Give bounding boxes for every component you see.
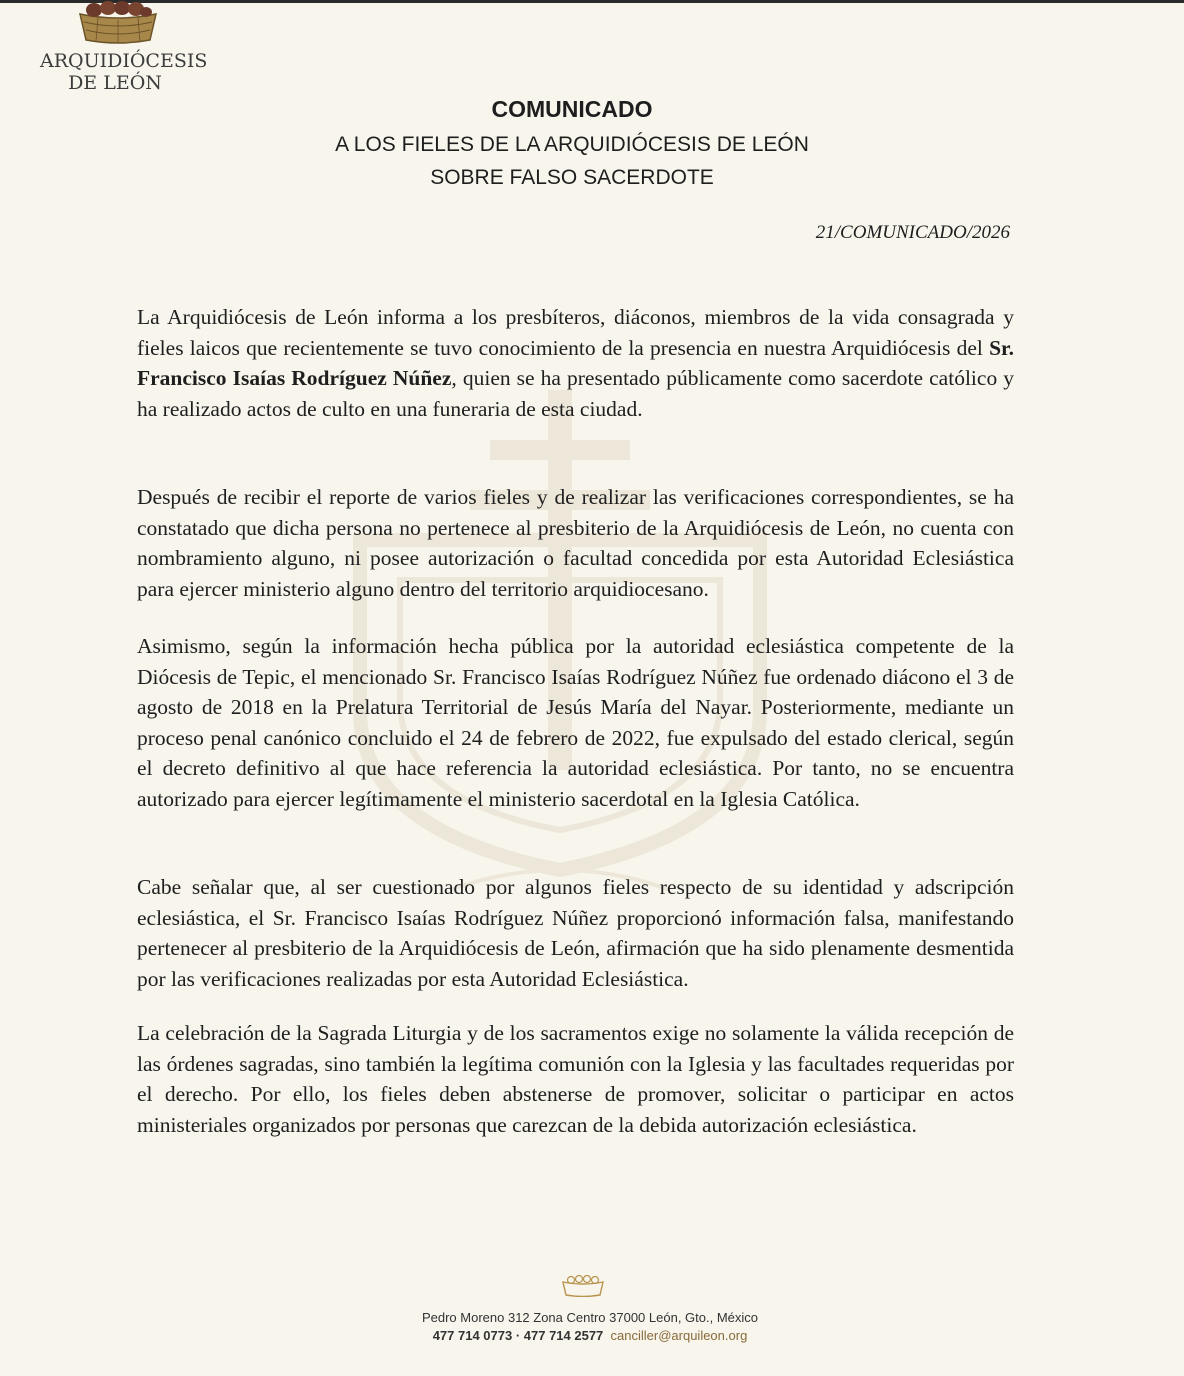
person-name: Sr. Francisco Isaías Rodríguez Núñez (137, 335, 1014, 391)
paragraph-1-intro: La Arquidiócesis de León informa a los presbíteros, diáconos, miembros de la vida consagrada y fieles laicos que recientemente se tuvo conocimiento de la presencia en nuestra Arquidiócesis del (137, 305, 1014, 360)
document-subtitle-audience: A LOS FIELES DE LA ARQUIDIÓCESIS DE LEÓN (335, 133, 809, 156)
bread-basket-icon (78, 0, 158, 44)
reference-number: 21/COMUNICADO/2026 (815, 222, 1010, 243)
paragraph-2: Después de recibir el reporte de varios fieles y de realizar las verificaciones correspondientes, se ha constatado que dicha persona no pertenece al presbiterio de la Arquidiócesis de León, no cuenta con nombramiento alguno, ni posee autorización o facultad concedida por esta Autoridad Eclesiástica para ejercer ministerio alguno dentro del territorio arquidiocesano. (137, 485, 1014, 601)
logo-text-line2: DE LEÓN (68, 72, 162, 94)
paragraph-3: Asimismo, según la información hecha pública por la autoridad eclesiástica competente de la Diócesis de Tepic, el mencionado Sr. Francisco Isaías Rodríguez Núñez fue ordenado diácono el 3 de agosto de 2018 en la Prelatura Territorial de Jesús María del Nayar. Posteriormente, mediante un proceso penal canónico concluido el 24 de febrero de 2022, fue expulsado del estado clerical, según el decreto definitivo al que hace referencia la autoridad eclesiástica. Por tanto, no se encuentra autorizado para ejercer legítimamente el ministerio sacerdotal en la Iglesia Católica. (137, 634, 1014, 811)
paragraph-1 (137, 302, 1014, 424)
footer-address: Pedro Moreno 312 Zona Centro 37000 León, Gto., México (421, 1310, 759, 1325)
document-title: COMUNICADO (491, 96, 653, 122)
footer-phones: 477 714 0773 · 477 714 2577 (432, 1328, 604, 1343)
archdiocese-logo (40, 0, 208, 100)
paragraph-1-rest: , quien se ha presentado públicamente como sacerdote católico y ha realizado actos de culto en una funeraria de esta ciudad. (137, 366, 1015, 421)
footer-email-link[interactable]: canciller@arquileon.org (610, 1328, 748, 1343)
logo-text-line1: ARQUIDIÓCESIS (40, 50, 208, 72)
footer-contact (340, 1328, 840, 1343)
paragraph-4: Cabe señalar que, al ser cuestionado por algunos fieles respecto de su identidad y adscripción eclesiástica, el Sr. Francisco Isaías Rodríguez Núñez proporcionó información falsa, manifestando pertenecer al presbiterio de la Arquidiócesis de León, afirmación que ha sido plenamente desmentida por las verificaciones realizadas por esta Autoridad Eclesiástica. (137, 875, 1014, 991)
footer-basket-icon (561, 1275, 605, 1297)
paragraph-5: La celebración de la Sagrada Liturgia y de los sacramentos exige no solamente la válida recepción de las órdenes sagradas, sino también la legítima comunión con la Iglesia y las facultades requeridas por el derecho. Por ello, los fieles deben abstenerse de promover, solicitar o participar en actos ministeriales organizados por personas que carezcan de la debida autorización eclesiástica. (137, 1021, 1014, 1137)
document-subtitle-topic: SOBRE FALSO SACERDOTE (430, 166, 714, 189)
